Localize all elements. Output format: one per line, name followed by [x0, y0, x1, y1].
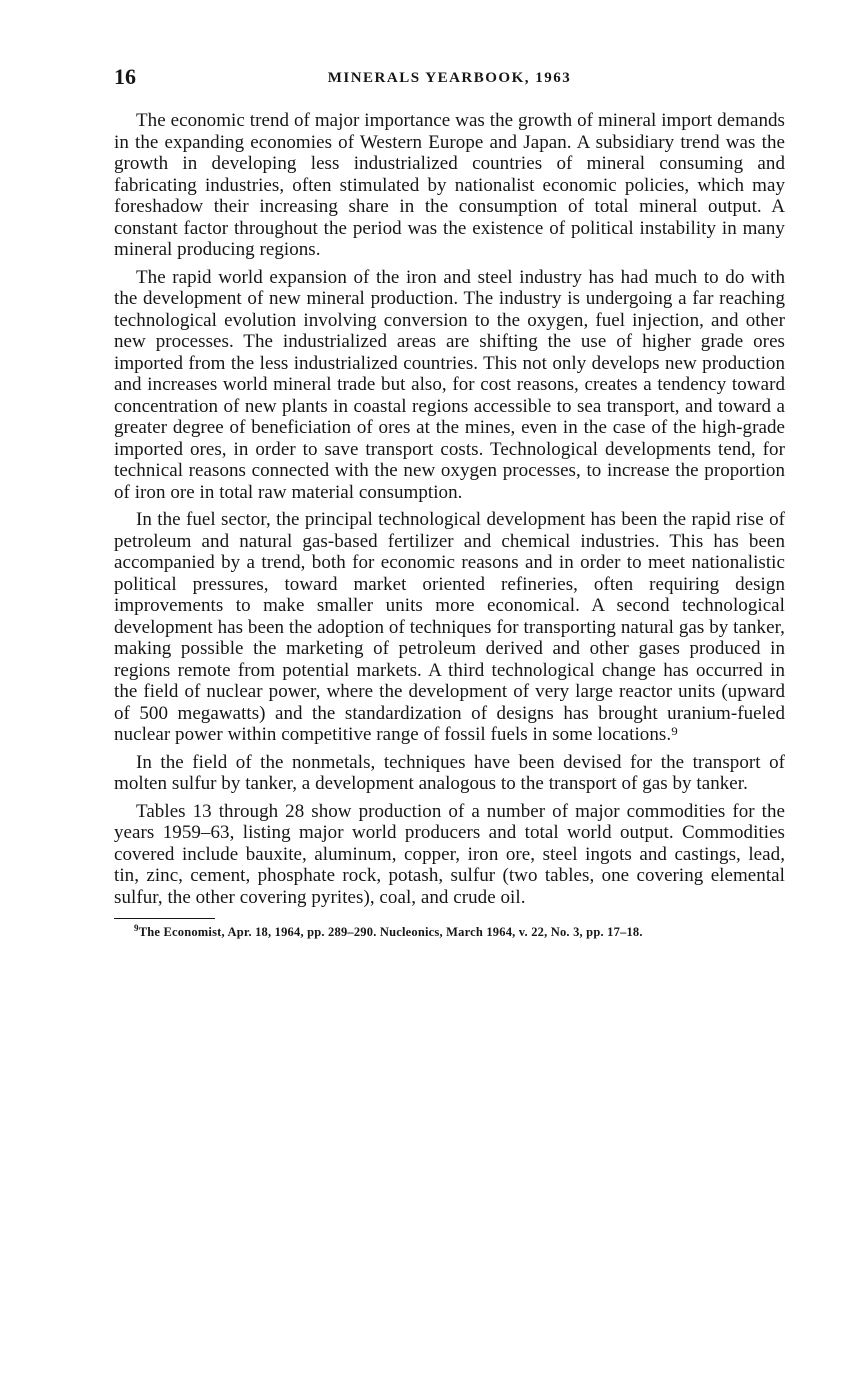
running-title: MINERALS YEARBOOK, 1963 [327, 70, 572, 86]
footnote-mark: 9 [134, 922, 139, 933]
body-text [114, 110, 785, 908]
paragraph-5: Tables 13 through 28 show production of a number of major commodities for the years 1959–63, listing major world producers and total world output. Commodities covered include bauxite, aluminum, copper, iron ore, steel ingots and castings, lead, tin, zinc, cement, phosphate rock, potash, sulfur (two tables, one covering elemental sulfur, the other covering pyrites), coal, and crude oil. [114, 800, 785, 908]
paragraph-2: The rapid world expansion of the iron and steel industry has had much to do with the development of new mineral production. The industry is undergoing a far reaching technological evolution involving conversion to the oxygen, fuel injection, and other new processes. The industrialized areas are shifting the use of higher grade ores imported from the less industrialized countries. This not only develops new production and increases world mineral trade but also, for cost reasons, creates a tendency toward concentration of new plants in coastal regions accessible to sea transport, and toward a greater degree of beneficiation of ores at the mines, even in the case of the high-grade imported ores, in order to save transport costs. Technological developments tend, for technical reasons connected with the new oxygen processes, to increase the proportion of iron ore in total raw material consumption. [114, 266, 785, 503]
page [114, 64, 785, 939]
paragraph-1: The economic trend of major importance was the growth of mineral import demands in the expanding economies of Western Europe and Japan. A subsidiary trend was the growth in developing less industrialized countries of mineral consuming and fabricating industries, often stimulated by nationalist economic policies, which may foreshadow their increasing share in the consumption of total mineral output. A constant factor throughout the period was the existence of political instability in many mineral producing regions. [114, 110, 785, 260]
running-head [114, 64, 785, 94]
paragraph-4: In the field of the nonmetals, techniques have been devised for the transport of molten sulfur by tanker, a development analogous to the transport of gas by tanker. [114, 751, 785, 794]
footnote-rule [114, 918, 215, 919]
footnote-text: The Economist, Apr. 18, 1964, pp. 289–290. Nucleonics, March 1964, v. 22, No. 3, pp. 17–18. [138, 925, 643, 939]
page-number: 16 [114, 64, 136, 89]
paragraph-3: In the fuel sector, the principal technological development has been the rapid rise of petroleum and natural gas-based fertilizer and chemical industries. This has been accompanied by a trend, both for economic reasons and in order to meet nationalistic political pressures, toward market oriented refineries, often requiring design improvements to make smaller units more economical. A second technological development has been the adoption of techniques for transporting natural gas by tanker, making possible the marketing of petroleum derived and other gases produced in regions remote from potential markets. A third technological change has occurred in the field of nuclear power, where the development of very large reactor units (upward of 500 megawatts) and the standardization of designs has brought uranium-fueled nuclear power within competitive range of fossil fuels in some locations.⁹ [114, 509, 785, 745]
footnote [114, 922, 785, 939]
